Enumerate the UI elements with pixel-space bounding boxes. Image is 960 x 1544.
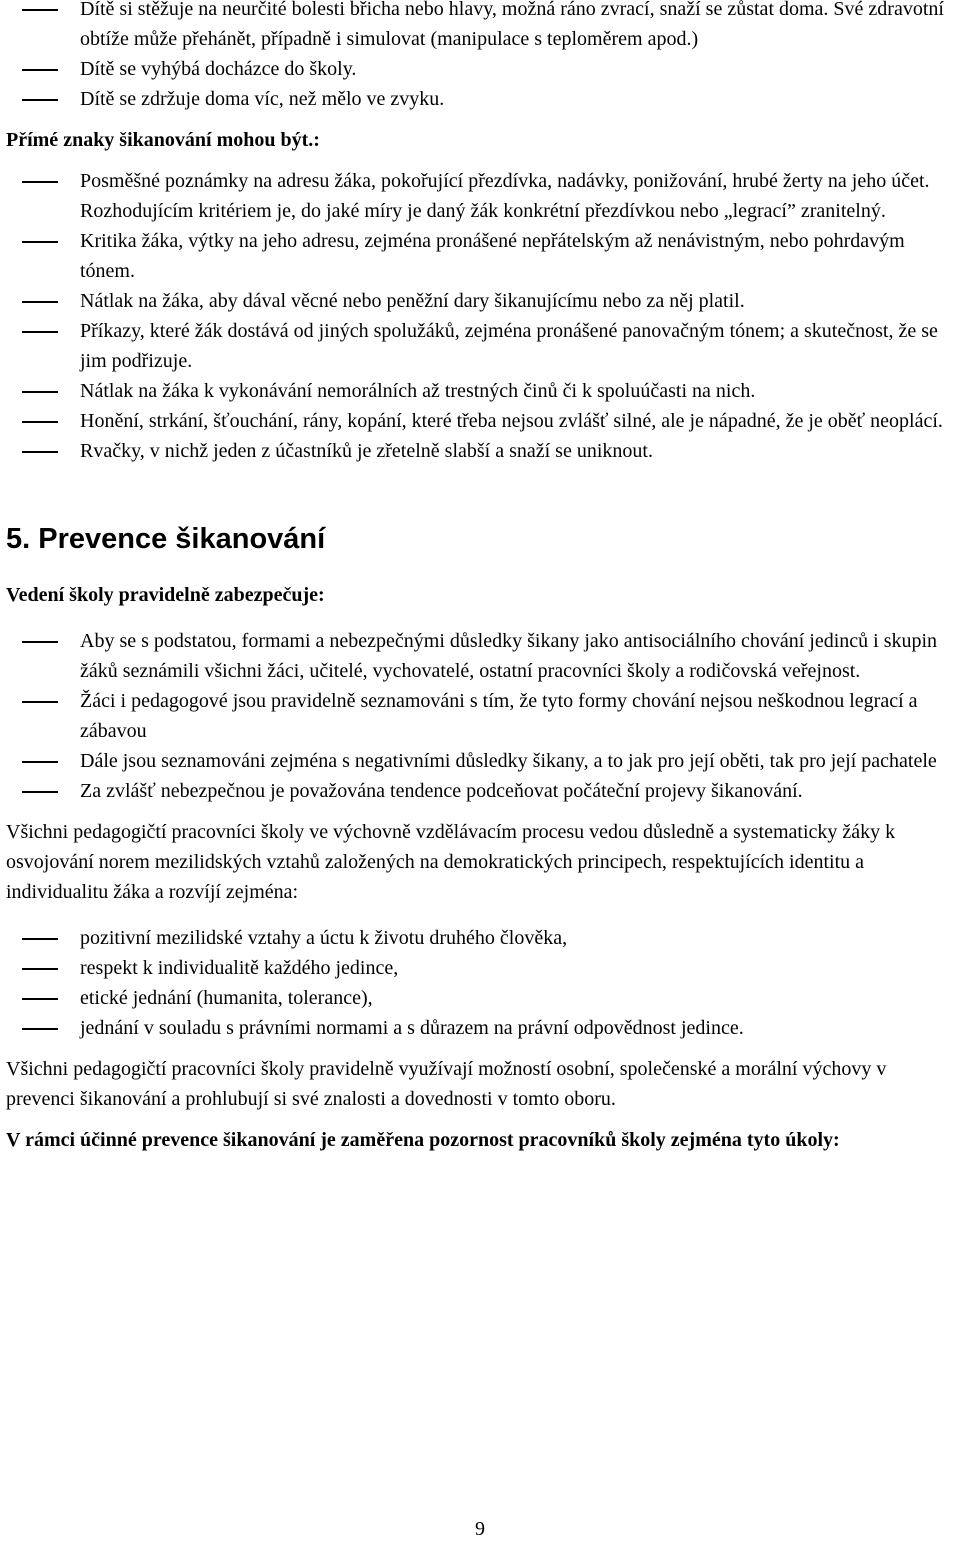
list-item bbox=[6, 316, 950, 376]
list-item-text: Dále jsou seznamováni zejména s negativními důsledky šikany, a to jak pro její oběti, tak pro její pachatele bbox=[80, 750, 937, 772]
list-item bbox=[6, 0, 950, 54]
list-item-text: Nátlak na žáka k vykonávání nemorálních až trestných činů či k spoluúčasti na nich. bbox=[80, 380, 756, 402]
list-item bbox=[6, 166, 950, 226]
list-item-text: Rvačky, v nichž jeden z účastníků je zřetelně slabší a snaží se uniknout. bbox=[80, 440, 653, 462]
list-item bbox=[6, 406, 950, 436]
list-item bbox=[6, 626, 950, 686]
section-title: 5. Prevence šikanování bbox=[6, 523, 326, 555]
direct-signs-heading: Přímé znaky šikanování mohou být.: bbox=[6, 129, 320, 151]
dash-bullet bbox=[22, 451, 58, 453]
list-item-text: jednání v souladu s právními normami a s důrazem na právní odpovědnost jedince. bbox=[80, 1017, 744, 1039]
list-item bbox=[6, 54, 950, 84]
list-item bbox=[6, 226, 950, 286]
dash-bullet bbox=[22, 938, 58, 940]
list-item-text: respekt k individualitě každého jedince, bbox=[80, 957, 399, 979]
dash-bullet bbox=[22, 998, 58, 1000]
list-item-text: Kritika žáka, výtky na jeho adresu, zejména pronášené nepřátelským až nenávistným, nebo pohrdavým tónem. bbox=[80, 230, 905, 282]
list-item bbox=[6, 776, 950, 806]
values-list bbox=[6, 923, 950, 1043]
dash-bullet bbox=[22, 181, 58, 183]
dash-bullet bbox=[22, 69, 58, 71]
dash-bullet bbox=[22, 791, 58, 793]
list-item-text: Posměšné poznámky na adresu žáka, pokořující přezdívka, nadávky, ponižování, hrubé žerty na jeho účet. Rozhodujícím kritériem je, do jaké míry je daný žák konkrétní přezdívkou nebo „legrací” zranitelný. bbox=[80, 170, 930, 222]
list-item-text: etické jednání (humanita, tolerance), bbox=[80, 987, 373, 1009]
closing-bold-paragraph: V rámci účinné prevence šikanování je zaměřena pozornost pracovníků školy zejména tyto úkoly: bbox=[6, 1129, 840, 1151]
dash-bullet bbox=[22, 421, 58, 423]
list-item-text: Žáci i pedagogové jsou pravidelně seznamováni s tím, že tyto formy chování nejsou neškodnou legrací a zábavou bbox=[80, 690, 918, 742]
dash-bullet bbox=[22, 968, 58, 970]
list-item-text: Dítě si stěžuje na neurčité bolesti břicha nebo hlavy, možná ráno zvrací, snaží se zůstat doma. Své zdravotní obtíže může přehánět, případně i simulovat (manipulace s teploměrem apod.) bbox=[80, 0, 944, 50]
list-item bbox=[6, 84, 950, 114]
list-item-text: Nátlak na žáka, aby dával věcné nebo peněžní dary šikanujícímu nebo za něj platil. bbox=[80, 290, 745, 312]
dash-bullet bbox=[22, 241, 58, 243]
document-page bbox=[6, 0, 950, 1155]
dash-bullet bbox=[22, 99, 58, 101]
intro-list bbox=[6, 0, 950, 114]
list-item bbox=[6, 983, 950, 1013]
list-item-text: Honění, strkání, šťouchání, rány, kopání, které třeba nejsou zvlášť silné, ale je nápadné, že je oběť neoplácí. bbox=[80, 410, 943, 432]
dash-bullet bbox=[22, 641, 58, 643]
list-item-text: Příkazy, které žák dostává od jiných spolužáků, zejména pronášené panovačným tónem; a skutečnost, že se jim podřizuje. bbox=[80, 320, 938, 372]
list-item bbox=[6, 686, 950, 746]
dash-bullet bbox=[22, 331, 58, 333]
list-item bbox=[6, 436, 950, 466]
paragraph-moral-education: Všichni pedagogičtí pracovníci školy pravidelně využívají možností osobní, společenské a morální výchovy v prevenci šikanování a prohlubují si své znalosti a dovednosti v tomto oboru. bbox=[6, 1058, 887, 1110]
direct-signs-list bbox=[6, 166, 950, 466]
dash-bullet bbox=[22, 761, 58, 763]
list-item bbox=[6, 1013, 950, 1043]
dash-bullet bbox=[22, 9, 58, 11]
list-item-text: pozitivní mezilidské vztahy a úctu k životu druhého člověka, bbox=[80, 927, 568, 949]
page-number: 9 bbox=[475, 1518, 485, 1540]
dash-bullet bbox=[22, 391, 58, 393]
dash-bullet bbox=[22, 1028, 58, 1030]
dash-bullet bbox=[22, 301, 58, 303]
list-item bbox=[6, 923, 950, 953]
leadership-heading: Vedení školy pravidelně zabezpečuje: bbox=[6, 584, 325, 606]
list-item-text: Dítě se zdržuje doma víc, než mělo ve zvyku. bbox=[80, 88, 445, 110]
list-item bbox=[6, 376, 950, 406]
leadership-list bbox=[6, 626, 950, 806]
list-item-text: Za zvlášť nebezpečnou je považována tendence podceňovat počáteční projevy šikanování. bbox=[80, 780, 803, 802]
list-item-text: Dítě se vyhýbá docházce do školy. bbox=[80, 58, 357, 80]
list-item bbox=[6, 746, 950, 776]
list-item-text: Aby se s podstatou, formami a nebezpečnými důsledky šikany jako antisociálního chování jedinců i skupin žáků seznámili všichni žáci, učitelé, vychovatelé, ostatní pracovníci školy a rodičovská veřejnost. bbox=[80, 630, 938, 682]
paragraph-education: Všichni pedagogičtí pracovníci školy ve výchovně vzdělávacím procesu vedou důsledně a systematicky žáky k osvojování norem mezilidských vztahů založených na demokratických principech, respektujících identitu a individualitu žáka a rozvíjí zejména: bbox=[6, 821, 896, 903]
dash-bullet bbox=[22, 701, 58, 703]
list-item bbox=[6, 953, 950, 983]
list-item bbox=[6, 286, 950, 316]
